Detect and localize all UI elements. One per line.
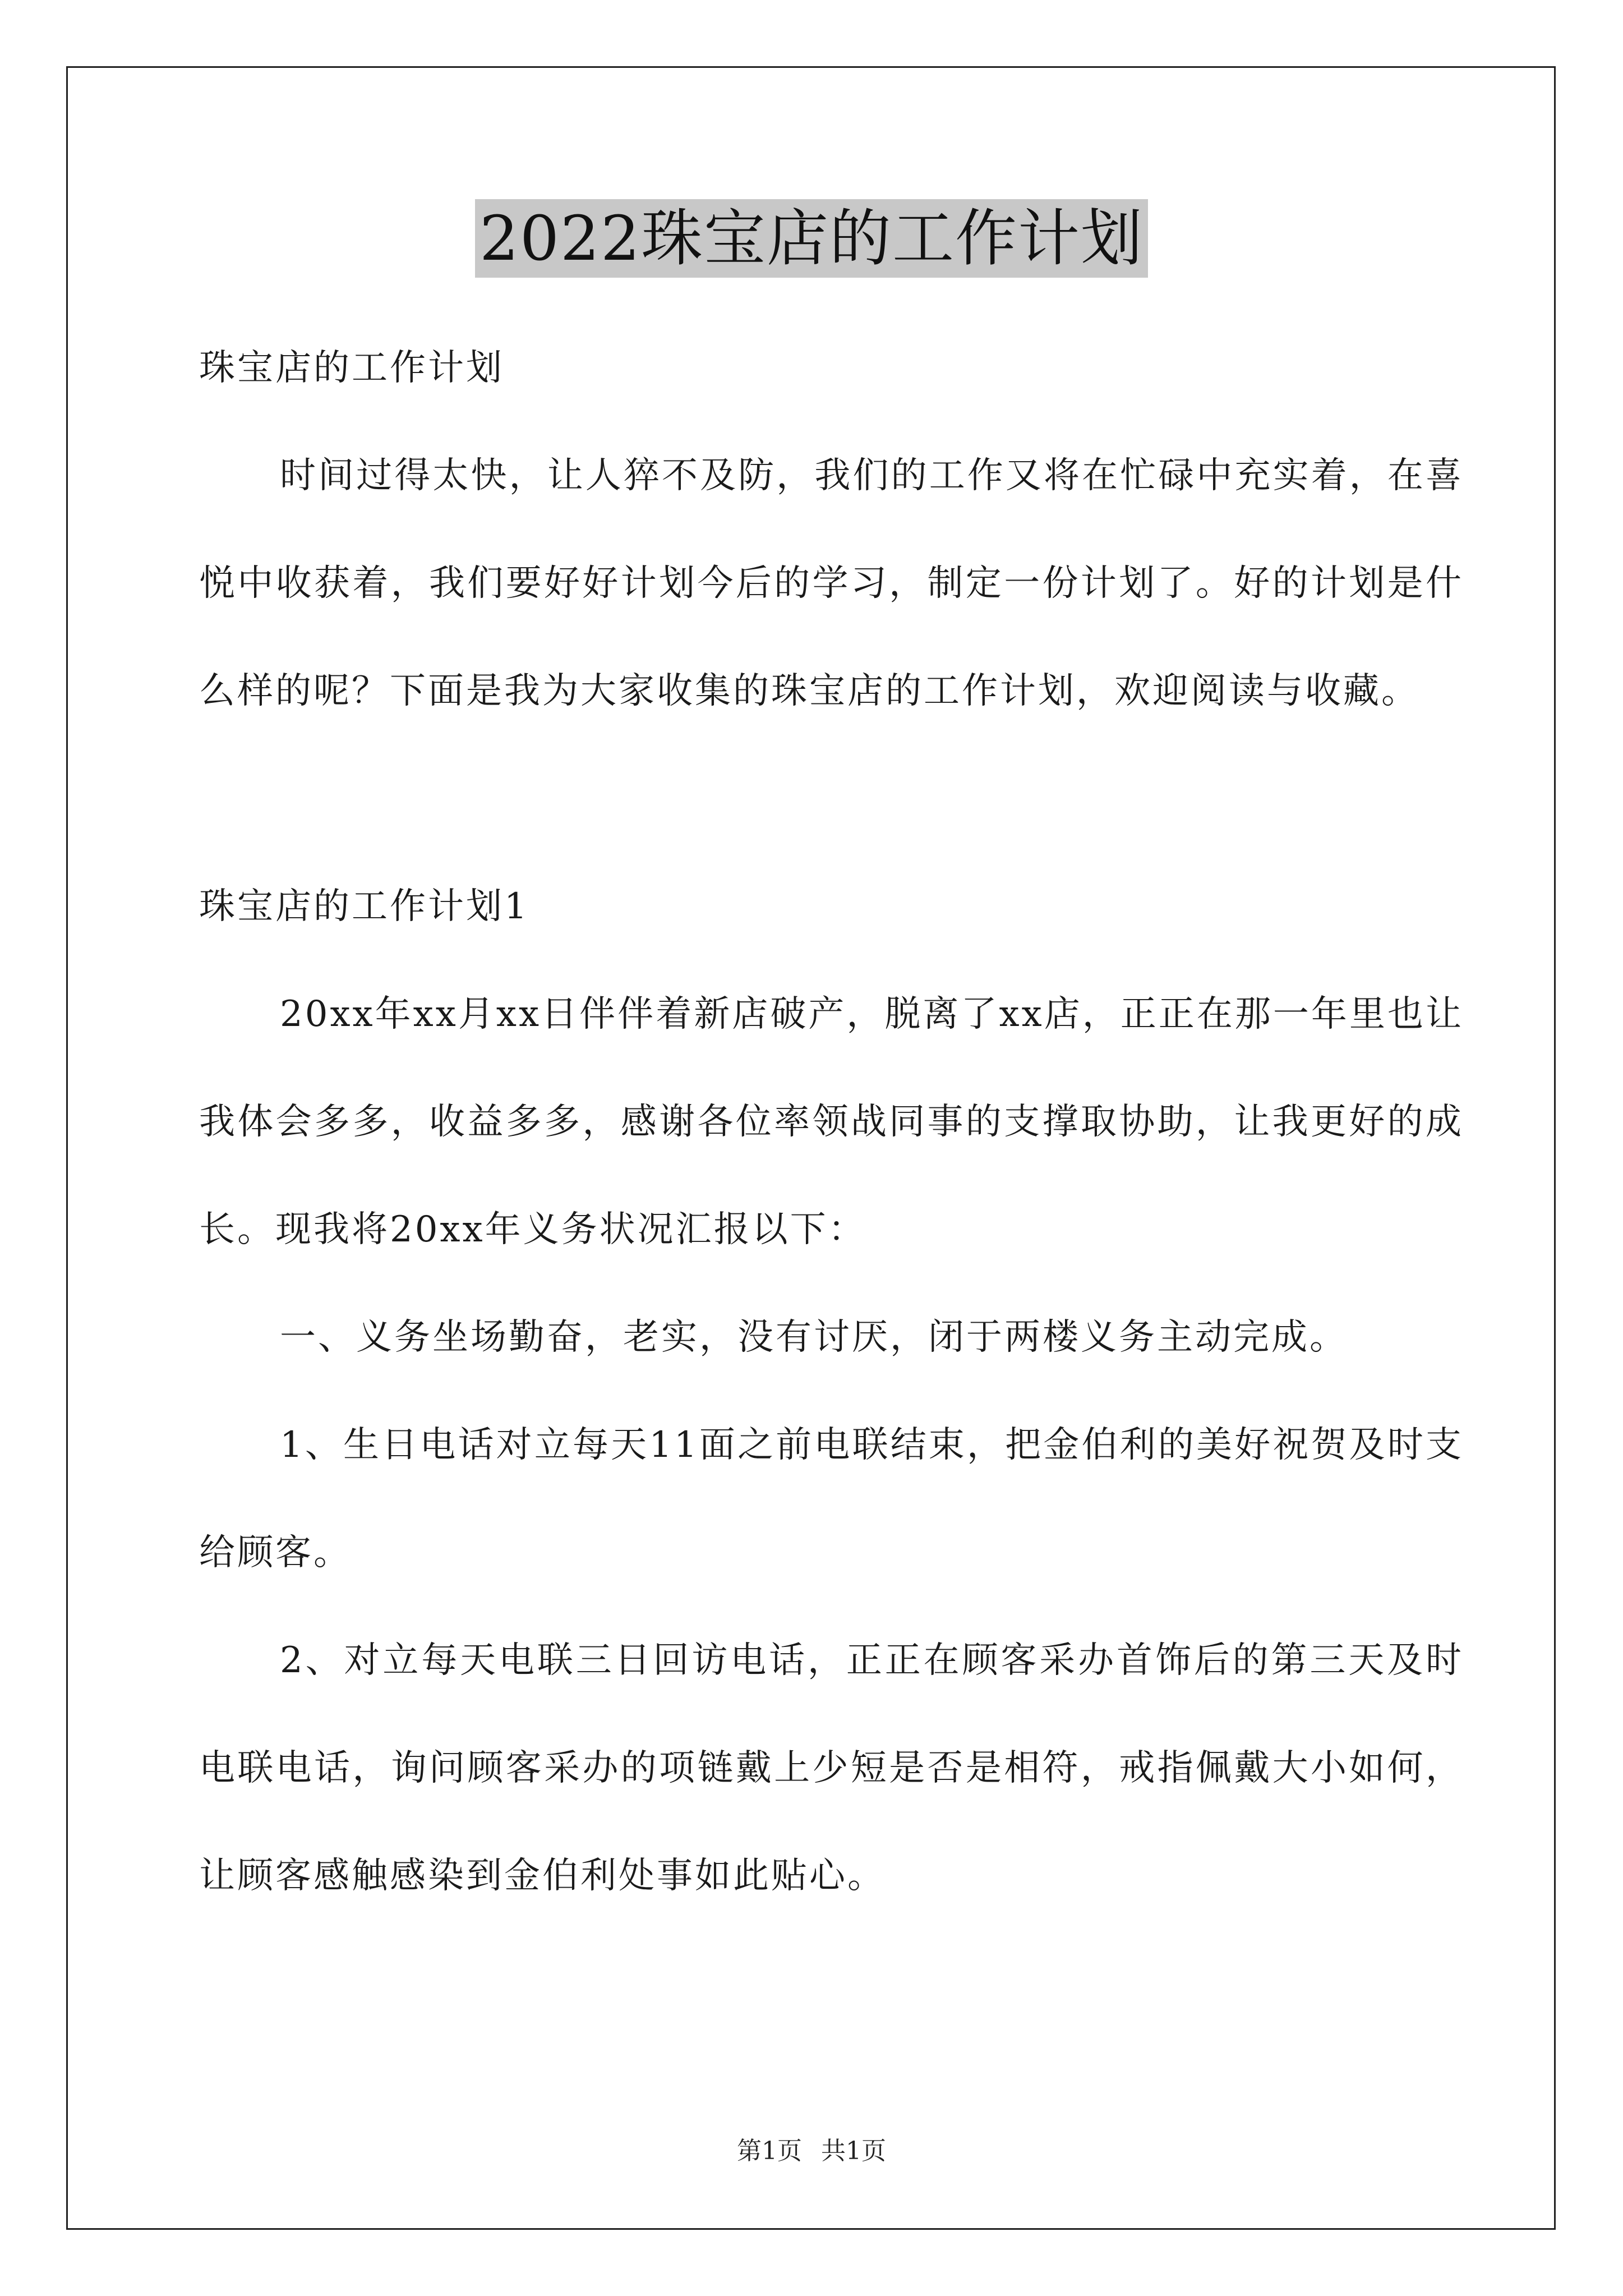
intro-paragraph: 时间过得太快，让人猝不及防，我们的工作又将在忙碌中充实着，在喜悦中收获着，我们要好好计划今后的学习，制定一份计划了。好的计划是什么样的呢？下面是我为大家收集的珠宝店的工作计划，欢迎阅读与收藏。 <box>199 455 1464 712</box>
body-paragraph: 一、义务坐场勤奋，老实，没有讨厌，闭于两楼义务主动完成。 <box>280 1317 1348 1358</box>
section-spacer <box>199 745 1464 853</box>
page-number: 第1页 <box>737 2137 802 2165</box>
subtitle: 珠宝店的工作计划 <box>199 347 504 389</box>
document-title: 2022珠宝店的工作计划 <box>475 199 1148 278</box>
document-body <box>199 314 1464 1930</box>
page-footer <box>0 2134 1623 2168</box>
body-paragraph: 2、对立每天电联三日回访电话，正正在顾客采办首饰后的第三天及时电联电话，询问顾客采办的项链戴上少短是否是相符，戒指佩戴大小如何，让顾客感触感染到金伯利处事如此贴心。 <box>199 1640 1464 1897</box>
section-heading: 珠宝店的工作计划1 <box>199 886 529 927</box>
page-total: 共1页 <box>821 2137 886 2165</box>
body-paragraph: 20xx年xx月xx日伴伴着新店破产，脱离了xx店，正正在那一年里也让我体会多多，收益多多，感谢各位率领战同事的支撑取协助，让我更好的成长。现我将20xx年义务状况汇报以下： <box>199 993 1464 1250</box>
title-container <box>0 199 1623 278</box>
body-paragraph: 1、生日电话对立每天11面之前电联结束，把金伯利的美好祝贺及时支给顾客。 <box>199 1424 1464 1573</box>
